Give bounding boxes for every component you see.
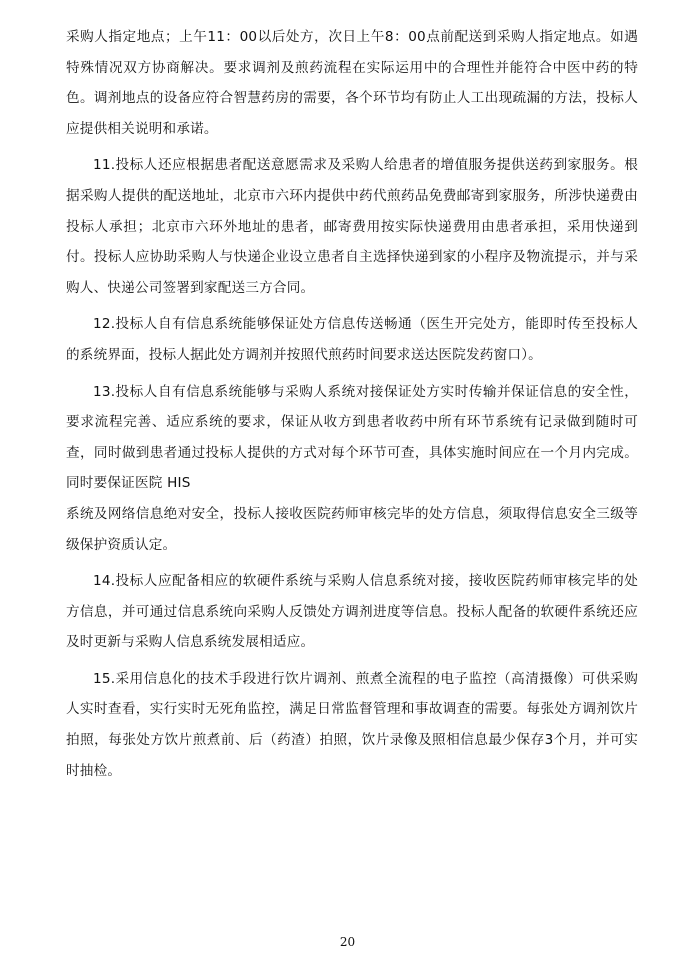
paragraph-continued: 采购人指定地点；上午11：00以后处方，次日上午8：00点前配送到采购人指定地点。如遇特殊情况双方协商解决。要求调剂及煎药流程在实际运用中的合理性并能符合中医中药的特色。调剂地点的设备应符合智慧药房的需要，各个环节均有防止人工出现疏漏的方法，投标人应提供相关说明和承诺。 <box>66 29 638 137</box>
page-number: 20 <box>339 935 356 949</box>
paragraph-item-13: 13.投标人自有信息系统能够与采购人系统对接保证处方实时传输并保证信息的安全性，要求流程完善、适应系统的要求，保证从收方到患者收药中所有环节系统有记录做到随时可查，同时做到患者通过投标人提供的方式对每个环节可查，具体实施时间应在一个月内完成。同时要保证医院 HIS <box>66 383 638 492</box>
paragraph-item-12: 12.投标人自有信息系统能够保证处方信息传送畅通（医生开完处方，能即时传至投标人的系统界面，投标人据此处方调剂并按照代煎药时间要求送达医院发药窗口）。 <box>66 316 638 363</box>
document-body <box>66 22 638 786</box>
paragraph-item-14: 14.投标人应配备相应的软硬件系统与采购人信息系统对接，接收医院药师审核完毕的处方信息，并可通过信息系统向采购人反馈处方调剂进度等信息。投标人配备的软硬件系统还应及时更新与采购人信息系统发展相适应。 <box>66 573 638 651</box>
paragraph-item-15: 15.采用信息化的技术手段进行饮片调剂、煎煮全流程的电子监控（高清摄像）可供采购人实时查看，实行实时无死角监控，满足日常监督管理和事故调查的需要。每张处方调剂饮片拍照，每张处方饮片煎煮前、后（药渣）拍照，饮片录像及照相信息最少保存3个月，并可实时抽检。 <box>66 670 638 779</box>
paragraph-item-13-continued: 系统及网络信息绝对安全，投标人接收医院药师审核完毕的处方信息，须取得信息安全三级等级保护资质认定。 <box>66 505 638 553</box>
paragraph-item-11: 11.投标人还应根据患者配送意愿需求及采购人给患者的增值服务提供送药到家服务。根据采购人提供的配送地址，北京市六环内提供中药代煎药品免费邮寄到家服务，所涉快递费由投标人承担；北京市六环外地址的患者，邮寄费用按实际快递费用由患者承担，采用快递到付。投标人应协助采购人与快递企业设立患者自主选择快递到家的小程序及物流提示，并与采购人、快递公司签署到家配送三方合同。 <box>66 157 638 296</box>
